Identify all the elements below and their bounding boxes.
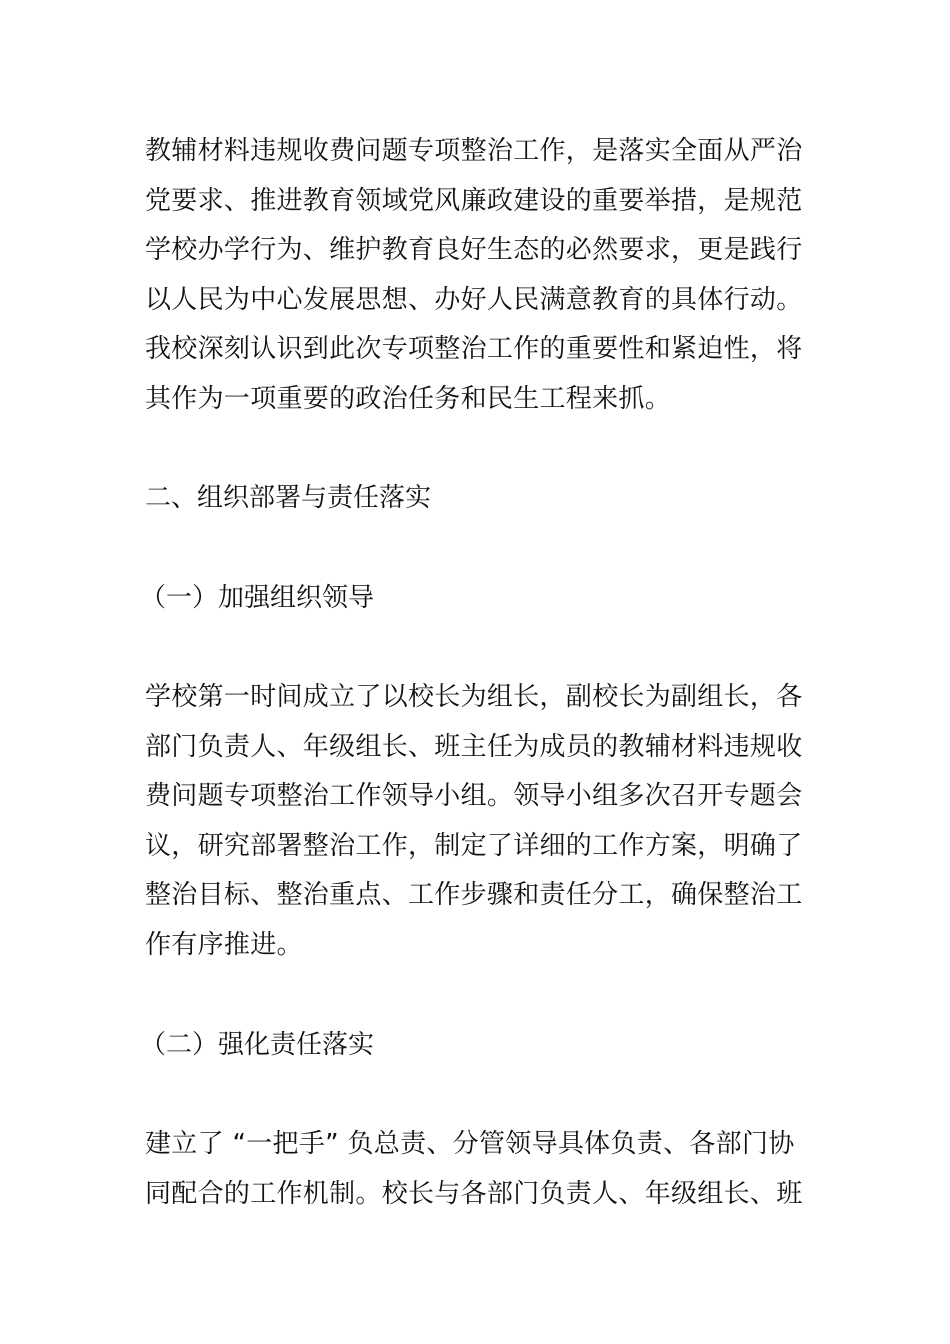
subsection-heading-leadership: （一）加强组织领导 [140,583,375,613]
section-heading-organization: 二、组织部署与责任落实 [145,483,432,513]
intro-paragraph: 教辅材料违规收费问题专项整治工作，是落实全面从严治 党要求、推进教育领域党风廉政建设的重要举措，是规范 学校办学行为、维护教育良好生态的必然要求，更是践行 以人民为中心发展思想、办好人民满意教育的具体行动。 我校深刻认识到此次专项整治工作的重要性和紧迫性，将 其作为一项重要的政治任务和民生工程来抓。 [145,136,803,414]
responsibility-paragraph: 建立了 “一把手” 负总责、分管领导具体负责、各部门协 同配合的工作机制。校长与各部门负责人、年级组长、班 [145,1129,803,1209]
leadership-paragraph: 学校第一时间成立了以校长为组长，副校长为副组长，各 部门负责人、年级组长、班主任为成员的教辅材料违规收 费问题专项整治工作领导小组。领导小组多次召开专题会 议，研究部署整治工作，制定了详细的工作方案，明确了 整治目标、整治重点、工作步骤和责任分工，确保整治工 作有序推进。 [145,682,803,960]
subsection-heading-responsibility: （二）强化责任落实 [140,1030,375,1060]
